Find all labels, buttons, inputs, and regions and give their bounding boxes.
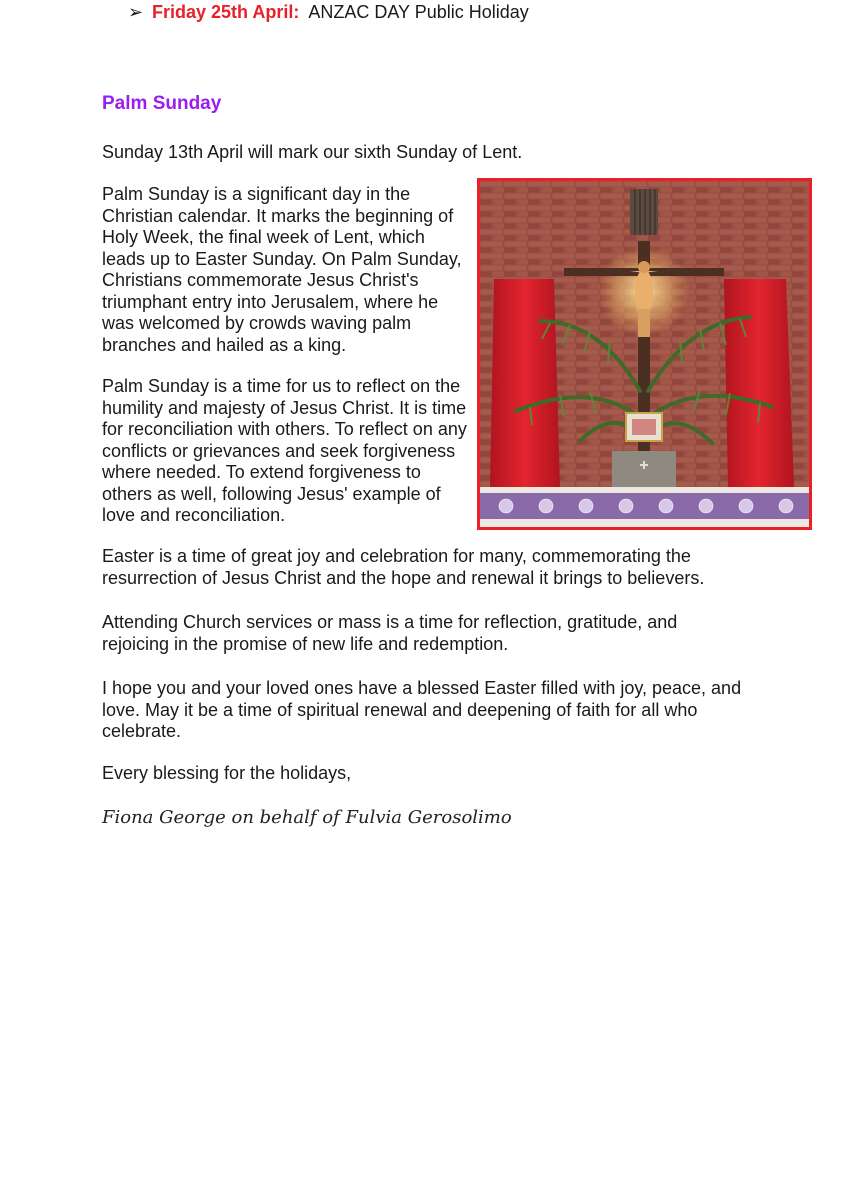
palm-sunday-paragraph: Palm Sunday is a significant day in the Christian calendar. It marks the beginning of Holy Week, the final week of Lent, which leads up to Easter Sunday. On Palm Sunday, Christians commemorate Jesus Christ's triumphant entry into Jerusalem, where he was welcomed by crowds waving palm branches and hailed as a king. xyxy=(102,184,462,355)
intro-paragraph: Sunday 13th April will mark our sixth Sunday of Lent. xyxy=(102,142,523,162)
blessing-paragraph: I hope you and your loved ones have a blessed Easter filled with joy, peace, and love. May it be a time of spiritual renewal and deepening of faith for all who celebrate. xyxy=(102,678,742,741)
reflection-paragraph: Palm Sunday is a time for us to reflect on the humility and majesty of Jesus Christ. It is time for reconciliation with others. To reflect on any conflicts or grievances and seek forgiveness where needed. To extend forgiveness to others as well, following Jesus' example of love and reconciliation. xyxy=(102,376,467,525)
signature: Fiona George on behalf of Fulvia Gerosolimo xyxy=(102,807,512,828)
easter-paragraph: Easter is a time of great joy and celebration for many, commemorating the resurrection of Jesus Christ and the hope and renewal it brings to believers. xyxy=(102,546,705,588)
holiday-bullet xyxy=(128,0,529,24)
church-services-paragraph: Attending Church services or mass is a time for reflection, gratitude, and rejoicing in the promise of new life and redemption. xyxy=(102,612,678,654)
section-heading: Palm Sunday xyxy=(102,93,222,114)
altar-photo xyxy=(477,178,812,530)
holiday-description: ANZAC DAY Public Holiday xyxy=(308,2,529,22)
holiday-date: Friday 25th April: xyxy=(152,2,300,22)
altar-crucifix-photo-icon xyxy=(480,181,809,527)
closing-line: Every blessing for the holidays, xyxy=(102,763,352,783)
arrow-bullet-icon: ➢ xyxy=(128,2,144,22)
